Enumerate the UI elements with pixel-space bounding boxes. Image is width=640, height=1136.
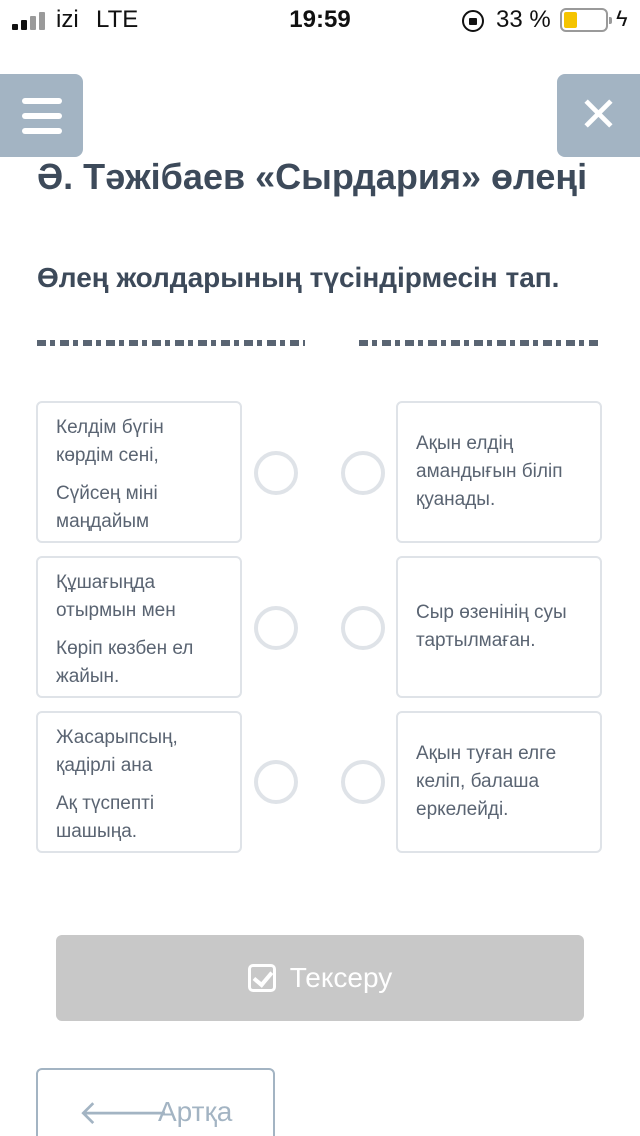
right-card-2[interactable] bbox=[396, 556, 602, 698]
right-card-text: Ақын туған елге келіп, балаша еркелейді. bbox=[416, 743, 557, 820]
check-button[interactable] bbox=[56, 935, 584, 1021]
left-card-line-1: Келдім бүгін көрдім сені, bbox=[56, 417, 164, 466]
left-card-line-1: Жасарыпсың, қадірлі ана bbox=[56, 727, 178, 776]
battery-icon bbox=[560, 8, 608, 32]
check-button-label: Тексеру bbox=[289, 962, 393, 993]
left-card-line-2: Ақ түспепті шашыңа. bbox=[56, 793, 155, 842]
instruction-text: Өлең жолдарының түсіндірмесін тап. bbox=[37, 262, 560, 293]
clock: 19:59 bbox=[289, 6, 351, 33]
menu-button[interactable] bbox=[0, 74, 83, 157]
right-card-text: Ақын елдің амандығын біліп қуанады. bbox=[416, 433, 563, 510]
left-card-line-2: Көріп көзбен ел жайын. bbox=[56, 638, 194, 687]
network-label: LTE bbox=[96, 6, 139, 33]
checkbox-check-icon bbox=[248, 964, 276, 992]
status-bar bbox=[0, 0, 640, 42]
charging-bolt-icon: ϟ bbox=[616, 6, 628, 31]
left-card-line-1: Құшағыңда отырмын мен bbox=[56, 572, 176, 621]
left-card-3[interactable] bbox=[36, 711, 242, 853]
carrier-label: izi bbox=[56, 6, 79, 33]
battery-percent: 33 % bbox=[496, 6, 551, 33]
left-radio-2[interactable] bbox=[254, 606, 298, 650]
right-radio-1[interactable] bbox=[341, 451, 385, 495]
close-button[interactable] bbox=[557, 74, 640, 157]
right-radio-2[interactable] bbox=[341, 606, 385, 650]
left-radio-3[interactable] bbox=[254, 760, 298, 804]
left-card-line-2: Сүйсең міні маңдайым bbox=[56, 483, 158, 532]
back-button[interactable] bbox=[36, 1068, 275, 1136]
page-title: Ә. Тәжібаев «Сырдария» өлеңі bbox=[37, 156, 588, 197]
close-icon: ✕ bbox=[578, 89, 619, 142]
right-radio-3[interactable] bbox=[341, 760, 385, 804]
left-card-2[interactable] bbox=[36, 556, 242, 698]
divider bbox=[37, 340, 602, 346]
left-radio-1[interactable] bbox=[254, 451, 298, 495]
back-button-label: Артқа bbox=[158, 1096, 233, 1127]
orientation-lock-icon bbox=[462, 10, 484, 32]
arrow-left-icon: 🡐 bbox=[78, 1094, 170, 1132]
right-card-1[interactable] bbox=[396, 401, 602, 543]
right-card-3[interactable] bbox=[396, 711, 602, 853]
left-card-1[interactable] bbox=[36, 401, 242, 543]
right-card-text: Сыр өзенінің суы тартылмаған. bbox=[416, 602, 567, 651]
